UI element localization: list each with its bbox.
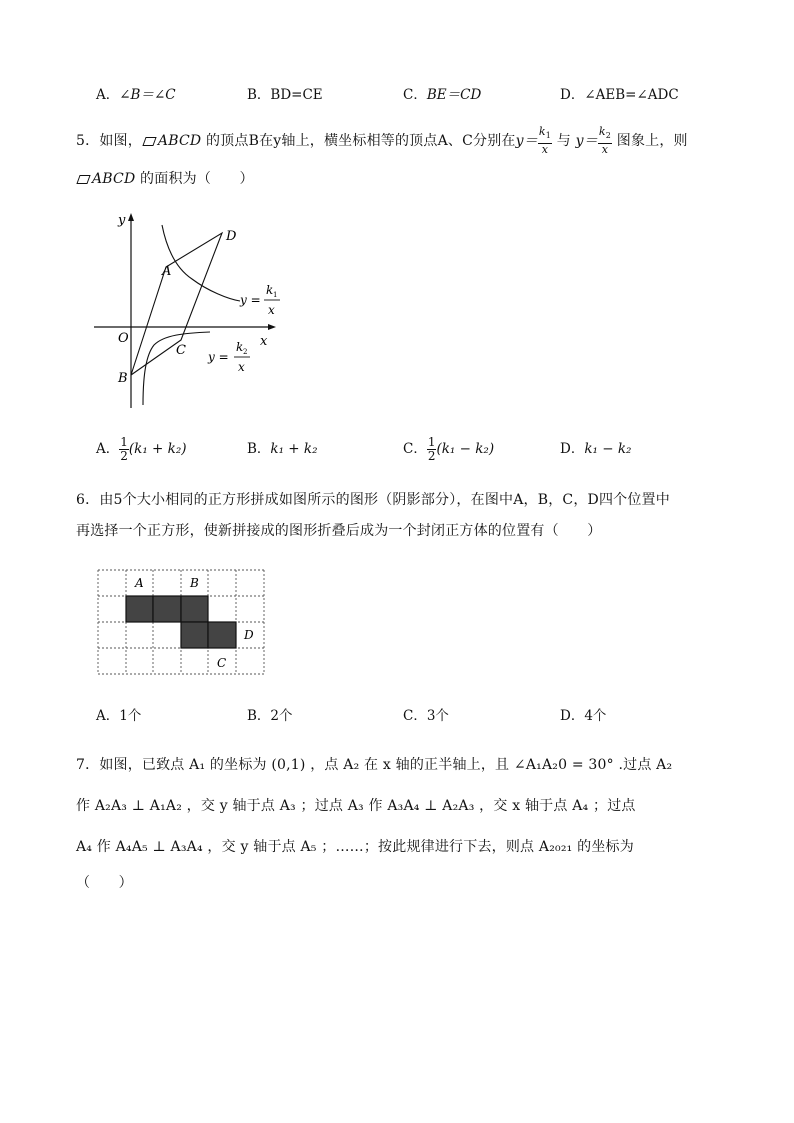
- q7-line-1: 7．如图，已致点 A₁ 的坐标为 (0,1) ，点 A₂ 在 x 轴的正半轴上，且 ∠A₁A₂0 = 30° .过点 A₂: [76, 757, 673, 773]
- y-axis-label: y: [118, 213, 126, 228]
- parallelogram-icon: [76, 175, 90, 184]
- fraction-k2-over-x: $\frac{k_2}{x}$: [598, 125, 612, 156]
- q5-option-c: C． $\frac{1}{2}$ (k₁ − k₂): [403, 435, 495, 463]
- q7-line-2: 作 A₂A₃ ⊥ A₁A₂ ，交 y 轴于点 A₃ ；过点 A₃ 作 A₃A₄ ⊥ A₂A₃ ，交 x 轴于点 A₄ ；过点: [76, 798, 636, 814]
- svg-text:x: x: [268, 303, 275, 317]
- grid-label-c: C: [217, 656, 227, 670]
- x-axis-label: x: [260, 334, 268, 349]
- q4-option-a: A．∠B＝∠C: [96, 87, 176, 103]
- grid-label-b: B: [190, 576, 199, 590]
- point-d-label: D: [226, 229, 237, 244]
- curve2-label: y =: [208, 350, 229, 364]
- point-b-label: B: [118, 371, 128, 386]
- fraction-k1-over-x: $\frac{k_1}{x}$: [538, 125, 552, 156]
- q6-option-d: D．4个: [560, 708, 607, 724]
- svg-text:1: 1: [273, 291, 278, 299]
- q5-option-a: A． $\frac{1}{2}$ (k₁ + k₂): [96, 435, 187, 463]
- y-axis-arrow-icon: [128, 213, 134, 221]
- q6-grid-figure: [96, 568, 268, 678]
- grid-label-d: D: [244, 628, 254, 642]
- q6-option-c: C．3个: [403, 708, 449, 724]
- fraction-one-half: $\frac{1}{2}$: [120, 435, 128, 463]
- grid-label-a: A: [135, 576, 144, 590]
- q5-figure: [88, 205, 288, 415]
- q6-line-2: 再选择一个正方形，使新拼接成的图形折叠后成为一个封闭正方体的位置有（ ）: [76, 523, 602, 539]
- fraction-one-half: $\frac{1}{2}$: [427, 435, 436, 463]
- q5-option-b: B．k₁ + k₂: [247, 441, 318, 457]
- q5-line-1: 5．如图， ABCD 的顶点B在y轴上，横坐标相等的顶点A、C分别在y＝ $\frac{k_1}{x}$ 与 y＝ $\frac{k_2}{x}$ 图象上，则: [76, 125, 688, 156]
- point-a-label: A: [162, 264, 172, 279]
- q4-option-c: C．BE＝CD: [403, 87, 482, 103]
- q7-line-4: （ ）: [76, 875, 133, 891]
- q6-option-a: A．1个: [96, 708, 142, 724]
- origin-label: O: [118, 331, 129, 346]
- q4-option-b: B．BD=CE: [247, 87, 323, 103]
- svg-text:2: 2: [243, 348, 248, 356]
- q4-option-d: D．∠AEB=∠ADC: [560, 87, 679, 103]
- svg-text:k: k: [266, 283, 274, 297]
- parallelogram-icon: [142, 137, 156, 146]
- shaded-squares: [126, 596, 236, 648]
- q5-line-2: ABCD 的面积为（ ）: [76, 168, 254, 188]
- q6-option-b: B．2个: [247, 708, 293, 724]
- point-c-label: C: [176, 343, 186, 358]
- svg-text:k: k: [236, 340, 244, 354]
- q6-line-1: 6．由5个大小相同的正方形拼成如图所示的图形（阴影部分），在图中A，B，C，D四个位置中: [76, 492, 670, 508]
- q7-line-3: A₄ 作 A₄A₅ ⊥ A₃A₄ ，交 y 轴于点 A₅ ；……；按此规律进行下去，则点 A₂₀₂₁ 的坐标为: [76, 839, 634, 855]
- curve1-label: y =: [240, 293, 261, 307]
- x-axis-arrow-icon: [268, 324, 276, 330]
- q5-option-d: D．k₁ − k₂: [560, 441, 632, 457]
- svg-text:x: x: [238, 360, 245, 374]
